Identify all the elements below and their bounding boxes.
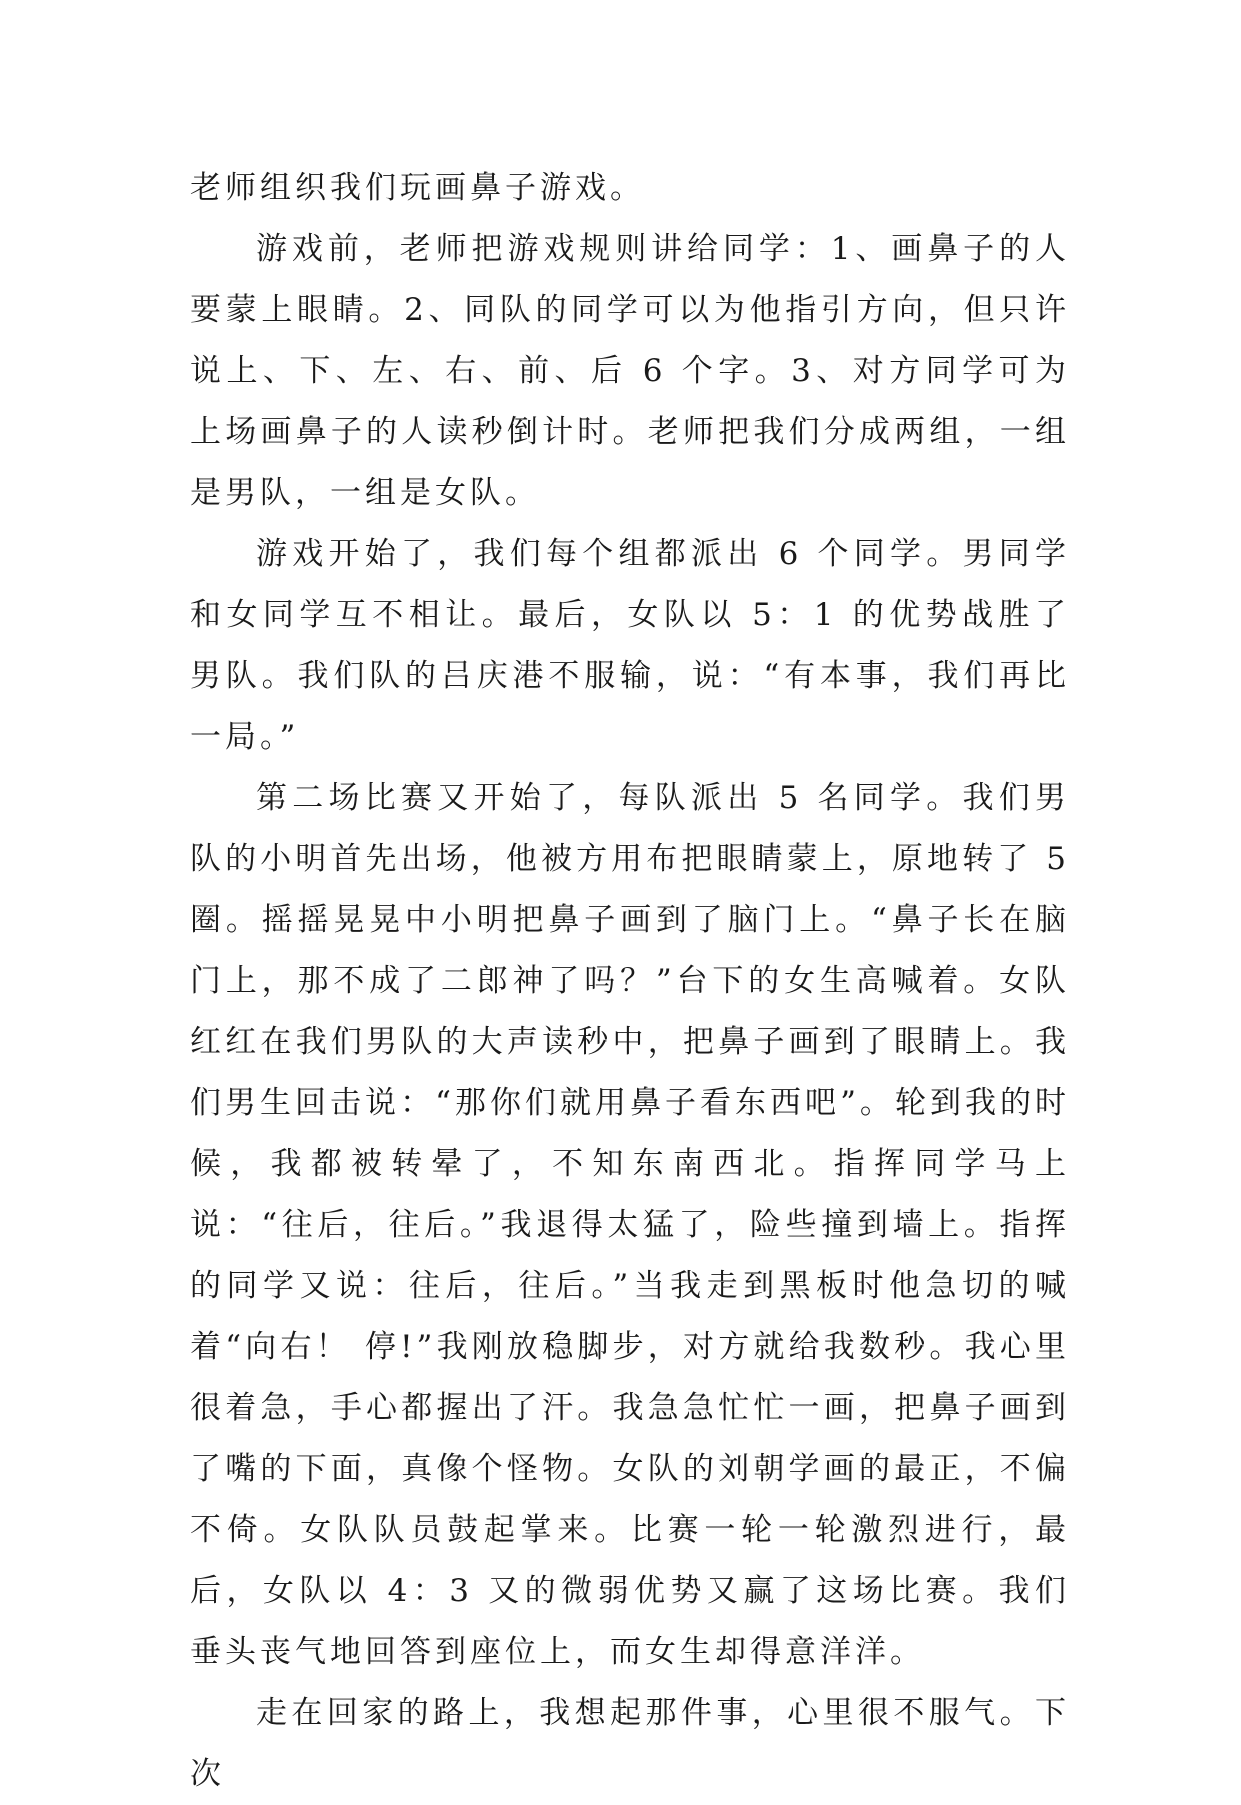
paragraph-3: 游戏开始了，我们每个组都派出 6 个同学。男同学和女同学互不相让。最后，女队以 5：1 的优势战胜了男队。我们队的吕庆港不服输，说：“有本事，我们再比一局。” <box>190 536 1070 755</box>
paragraph-1: 老师组织我们玩画鼻子游戏。 <box>190 170 645 206</box>
paragraph-5: 走在回家的路上，我想起那件事，心里很不服气。下次 <box>190 1695 1070 1792</box>
paragraph-2: 游戏前，老师把游戏规则讲给同学：1、画鼻子的人要蒙上眼睛。2、同队的同学可以为他指引方向，但只许说上、下、左、右、前、后 6 个字。3、对方同学可为上场画鼻子的人读秒倒计时。老师把我们分成两组，一组是男队，一组是女队。 <box>190 231 1070 511</box>
paragraph-4: 第二场比赛又开始了，每队派出 5 名同学。我们男队的小明首先出场，他被方用布把眼睛蒙上，原地转了 5 圈。摇摇晃晃中小明把鼻子画到了脑门上。“鼻子长在脑门上，那不成了二郎神了吗？”台下的女生高喊着。女队红红在我们男队的大声读秒中，把鼻子画到了眼睛上。我们男生回击说：“那你们就用鼻子看东西吧”。轮到我的时候，我都被转晕了，不知东南西北。指挥同学马上说：“往后，往后。”我退得太猛了，险些撞到墙上。指挥的同学又说：往后，往后。”当我走到黑板时他急切的喊着“向右！ 停!”我刚放稳脚步，对方就给我数秒。我心里很着急，手心都握出了汗。我急急忙忙一画，把鼻子画到了嘴的下面，真像个怪物。女队的刘朝学画的最正，不偏不倚。女队队员鼓起掌来。比赛一轮一轮激烈进行，最后，女队以 4：3 又的微弱优势又赢了这场比赛。我们垂头丧气地回答到座位上，而女生却得意洋洋。 <box>190 780 1070 1670</box>
article-body <box>190 158 1070 1805</box>
